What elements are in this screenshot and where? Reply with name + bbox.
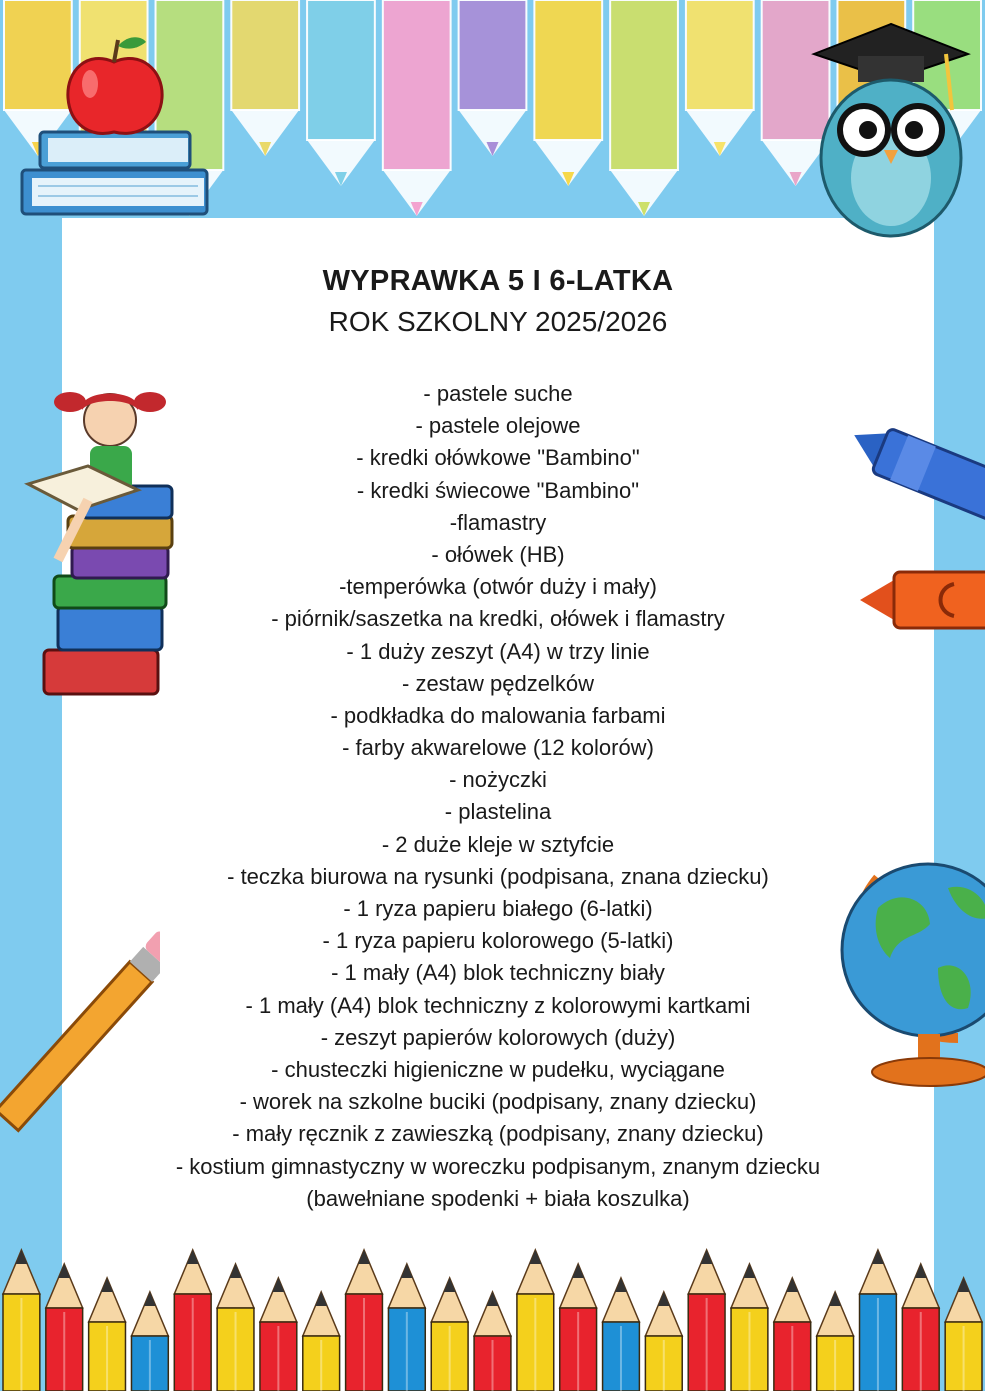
bottom-pencil (131, 1292, 168, 1391)
apple-icon (68, 37, 162, 133)
bottom-pencil (89, 1278, 126, 1391)
top-pencil (686, 0, 754, 156)
document-body (62, 260, 934, 1215)
list-item: - zestaw pędzelków (402, 670, 594, 696)
owl-graduate-icon (806, 18, 976, 238)
list-item: - plastelina (444, 799, 552, 825)
bottom-pencil (560, 1264, 597, 1391)
list-item: - kredki ołówkowe "Bambino" (356, 445, 640, 471)
list-item: - nożyczki (449, 767, 547, 793)
list-item: - mały ręcznik z zawieszką (podpisany, znany dziecku) (232, 1121, 764, 1147)
bottom-pencil (474, 1292, 511, 1391)
bottom-pencil (774, 1278, 811, 1391)
list-item: - pastele olejowe (415, 413, 581, 439)
list-item: - kredki świecowe "Bambino" (356, 477, 640, 503)
bottom-pencil (303, 1292, 340, 1391)
bottom-pencil (3, 1250, 40, 1391)
list-item: -flamastry (449, 509, 547, 535)
list-item: - farby akwarelowe (12 kolorów) (342, 735, 654, 761)
bottom-pencil (902, 1264, 939, 1391)
list-item: - podkładka do malowania farbami (330, 702, 666, 728)
bottom-pencil (860, 1250, 897, 1391)
list-item-continuation: (bawełniane spodenki + biała koszulka) (306, 1185, 690, 1211)
list-item: - pastele suche (423, 381, 573, 406)
bottom-pencil (346, 1250, 383, 1391)
school-year-subtitle: ROK SZKOLNY 2025/2026 (328, 306, 668, 337)
bottom-pencil (688, 1250, 725, 1391)
books-icon (22, 132, 207, 214)
bottom-pencil-border (0, 1230, 985, 1391)
list-item: - kostium gimnastyczny w woreczku podpisanym, znanym dziecku (175, 1153, 821, 1179)
list-item: - chusteczki higieniczne w pudełku, wyciągane (271, 1056, 725, 1082)
top-pencil (383, 0, 451, 216)
top-pencil (307, 0, 375, 186)
bottom-pencil (645, 1292, 682, 1391)
bottom-pencil (217, 1264, 254, 1391)
list-item: - ołówek (HB) (431, 541, 565, 567)
supply-list (62, 378, 934, 1215)
list-item: -temperówka (otwór duży i mały) (339, 574, 657, 600)
bottom-pencil (174, 1250, 211, 1391)
list-item: - 1 duży zeszyt (A4) w trzy linie (346, 638, 650, 664)
page-title: WYPRAWKA 5 I 6-LATKA (322, 265, 674, 297)
apple-on-books (18, 20, 213, 220)
list-item: - worek na szkolne buciki (podpisany, znany dziecku) (239, 1089, 757, 1115)
list-item: - zeszyt papierów kolorowych (duży) (320, 1024, 676, 1050)
list-item: - 2 duże kleje w sztyfcie (381, 831, 615, 857)
top-pencil (459, 0, 527, 156)
bottom-pencil (945, 1278, 982, 1391)
list-item: - piórnik/saszetka na kredki, ołówek i flamastry (271, 606, 725, 632)
bottom-pencil (517, 1250, 554, 1391)
top-pencil (610, 0, 678, 216)
bottom-pencil (260, 1278, 297, 1391)
top-pencil (534, 0, 602, 186)
list-item: - teczka biurowa na rysunki (podpisana, znana dziecku) (227, 863, 769, 889)
list-item: - 1 ryza papieru białego (6-latki) (343, 896, 653, 921)
bottom-pencil (603, 1278, 640, 1391)
bottom-pencil (431, 1278, 468, 1391)
bottom-pencil (46, 1264, 83, 1391)
bottom-pencil (731, 1264, 768, 1391)
top-pencil (231, 0, 299, 156)
list-item: - 1 mały (A4) blok techniczny z kolorowymi kartkami (245, 992, 751, 1018)
bottom-pencil (817, 1292, 854, 1391)
list-item: - 1 mały (A4) blok techniczny biały (331, 960, 665, 986)
list-item: - 1 ryza papieru kolorowego (5-latki) (322, 928, 674, 954)
bottom-pencil (388, 1264, 425, 1391)
